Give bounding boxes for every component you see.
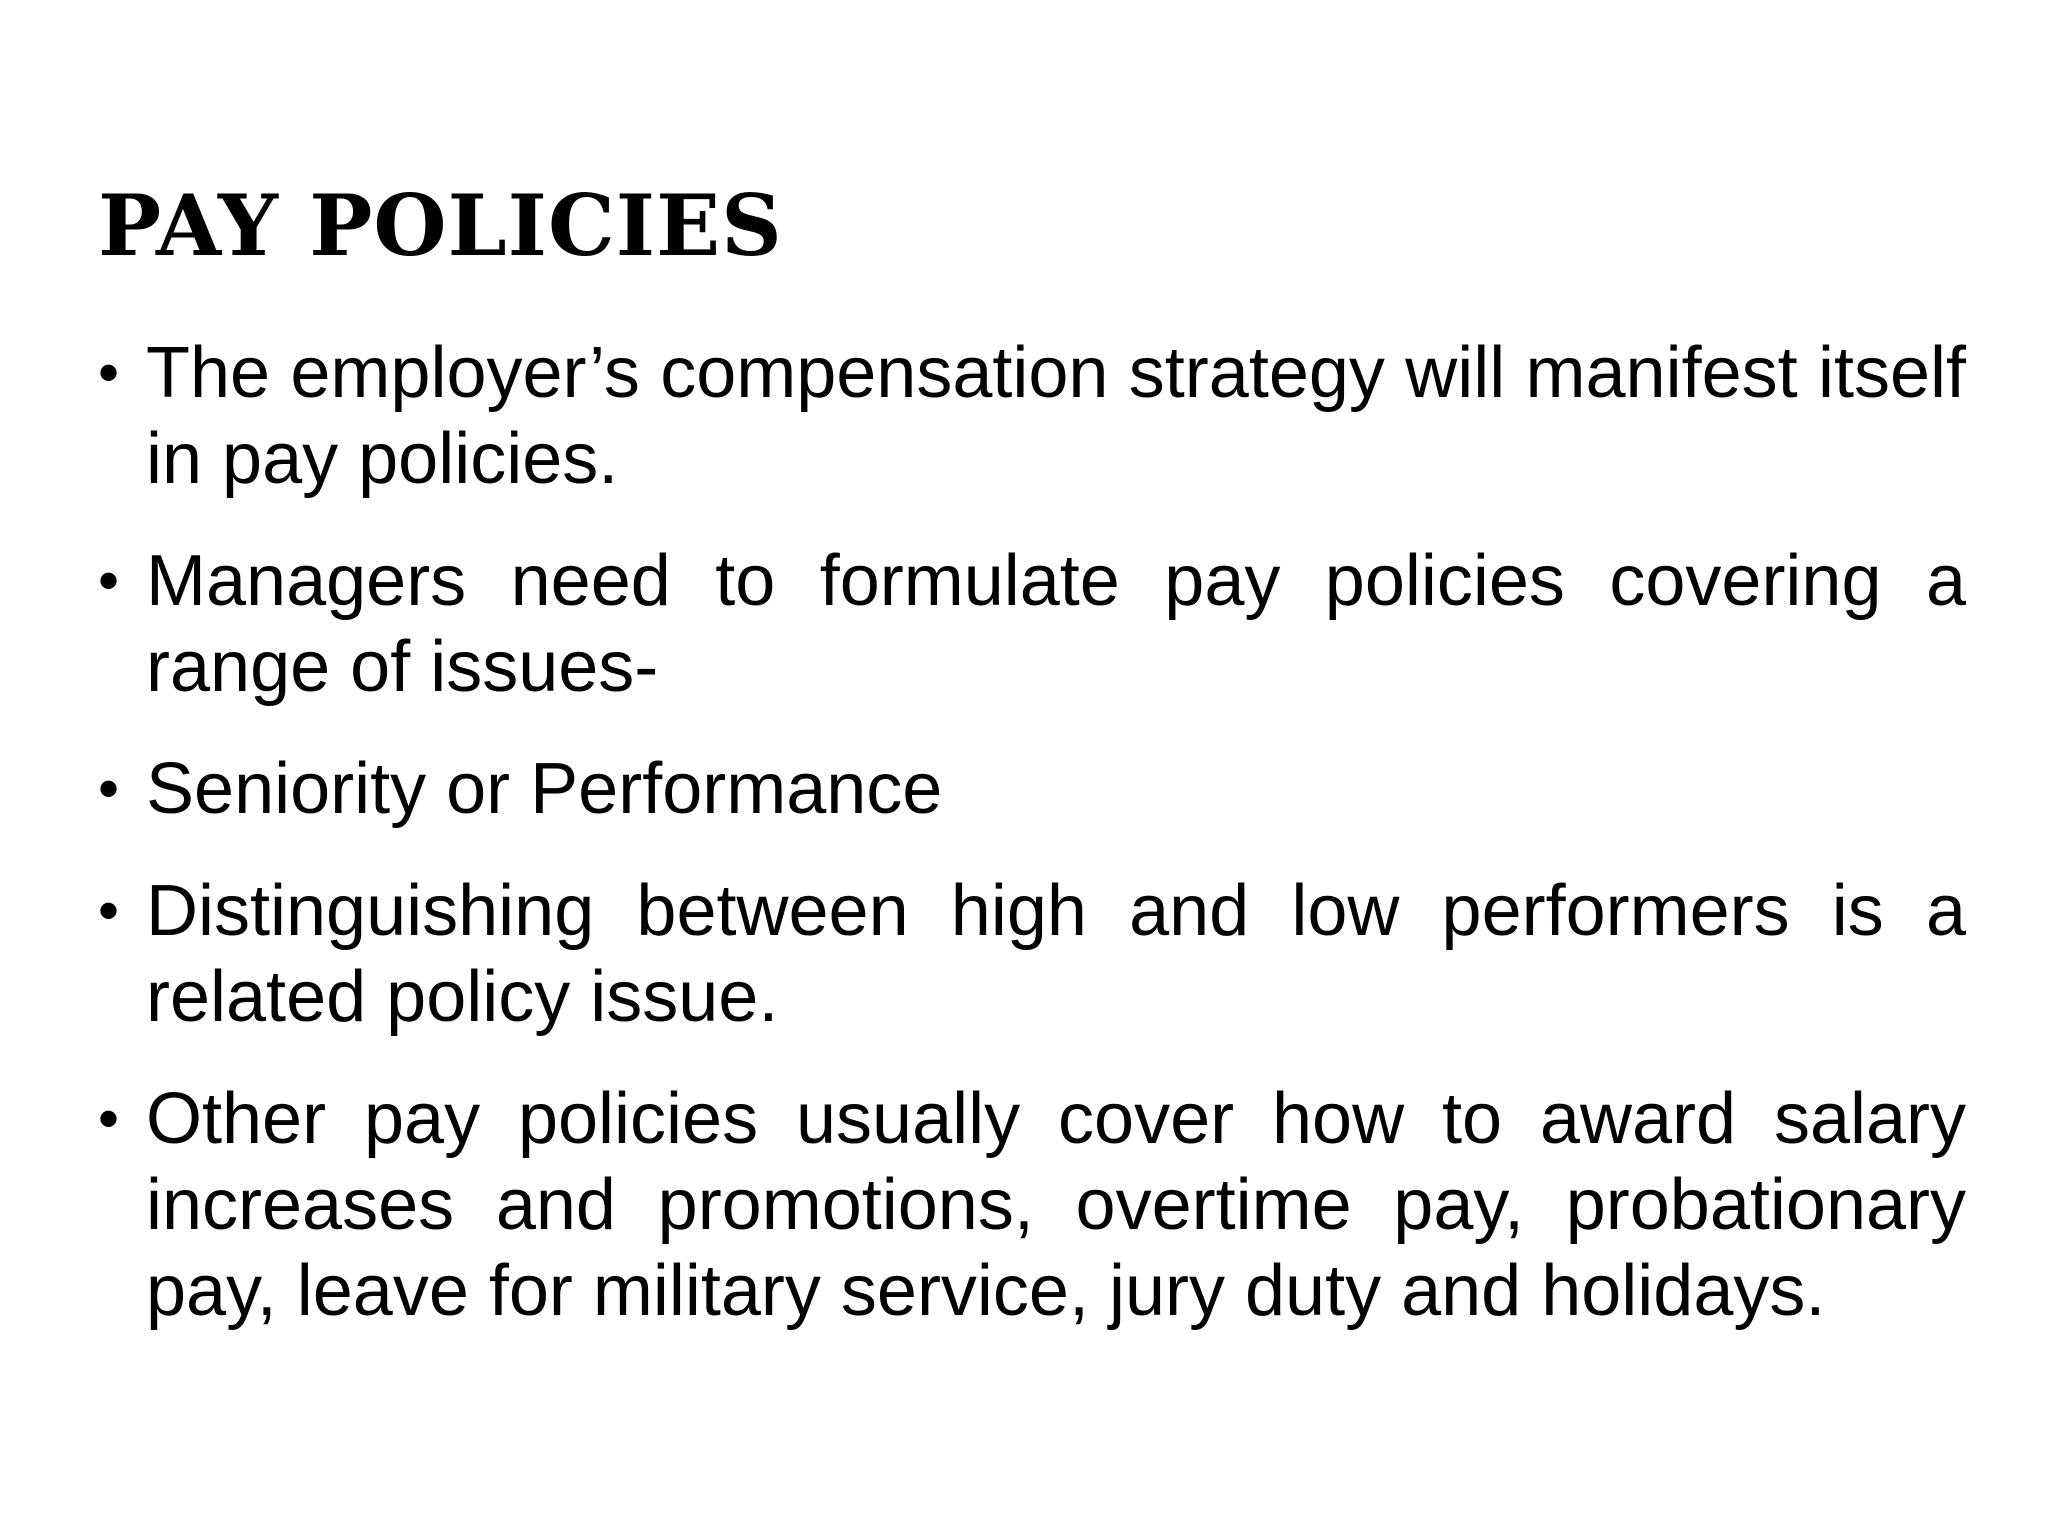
- bullet-item: [98, 330, 1966, 502]
- bullet-list: [98, 330, 1966, 1370]
- bullet-text: Distinguishing between high and low performers is a related policy issue.: [146, 871, 1966, 1037]
- bullet-item: [98, 868, 1966, 1040]
- bullet-icon: •: [98, 547, 120, 614]
- bullet-icon: •: [98, 1085, 120, 1152]
- bullet-icon: •: [98, 877, 120, 944]
- bullet-text: The employer’s compensation strategy will manifest itself in pay policies.: [146, 333, 1966, 499]
- bullet-text: Other pay policies usually cover how to award salary increases and promotions, overtime pay, probationary pay, leave for military service, jury duty and holidays.: [146, 1079, 1966, 1331]
- bullet-icon: •: [98, 755, 120, 822]
- bullet-icon: •: [98, 339, 120, 406]
- bullet-text: Managers need to formulate pay policies covering a range of issues-: [146, 541, 1966, 707]
- slide-title: PAY POLICIES: [98, 176, 783, 275]
- bullet-item: [98, 538, 1966, 710]
- bullet-item: [98, 1076, 1966, 1334]
- bullet-text: Seniority or Performance: [146, 749, 943, 829]
- bullet-item: [98, 746, 1966, 832]
